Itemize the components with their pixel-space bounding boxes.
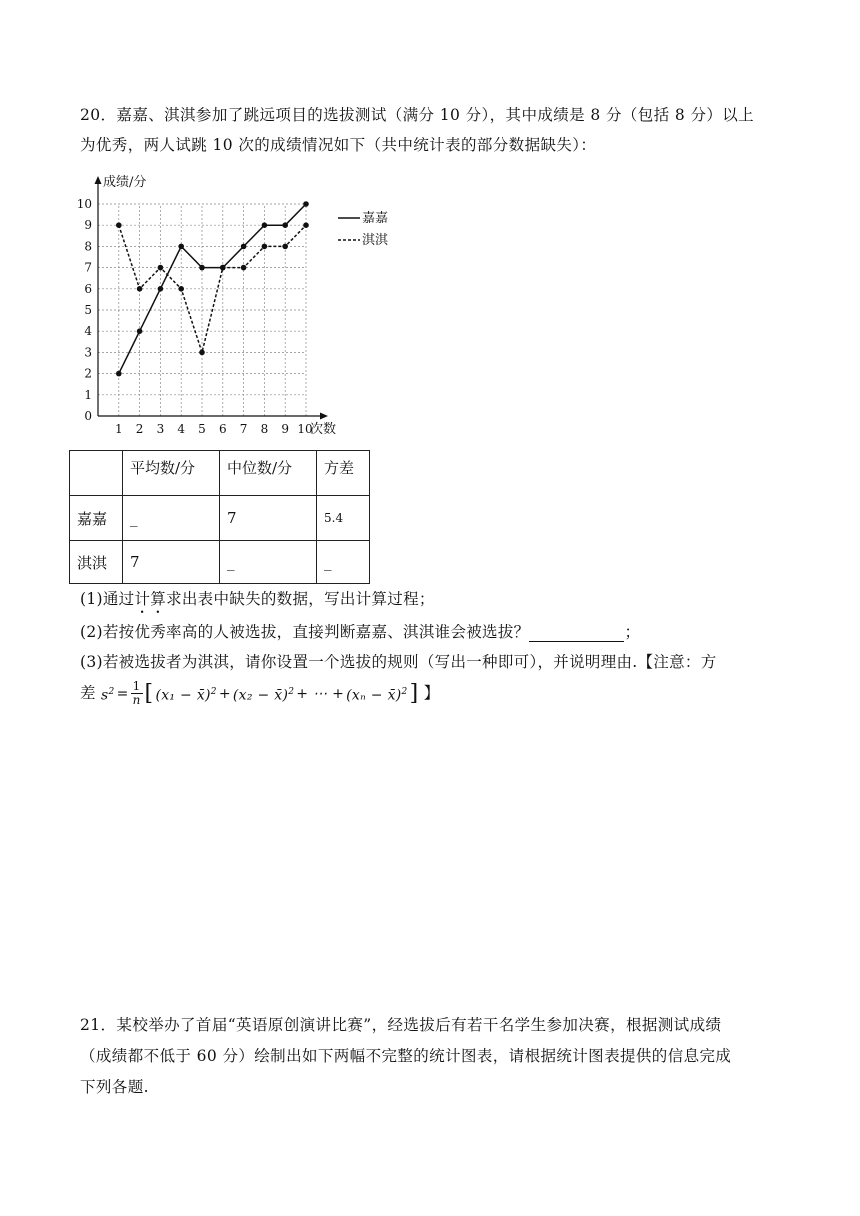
- x-tick-label: 10: [297, 422, 313, 436]
- x-tick-label: 8: [260, 422, 269, 436]
- data-point: [241, 265, 247, 271]
- data-point: [137, 328, 143, 334]
- y-tick-label: 4: [84, 324, 92, 339]
- x-axis-label: 次数: [310, 422, 337, 437]
- data-point: [262, 244, 268, 250]
- data-point: [116, 371, 122, 377]
- x-tick-label: 1: [114, 422, 123, 436]
- data-point: [116, 222, 122, 228]
- data-point: [178, 286, 184, 292]
- data-point: [262, 222, 268, 228]
- table-header-cell: [70, 451, 123, 496]
- data-point: [158, 286, 164, 292]
- table-header-row: [70, 451, 370, 496]
- y-tick-label: 2: [84, 366, 92, 381]
- legend-label: 淇淇: [362, 233, 389, 248]
- table-cell: _: [123, 496, 220, 541]
- y-tick-label: 5: [84, 303, 92, 317]
- y-tick-label: 9: [84, 218, 92, 233]
- table-header-cell: 平均数/分: [123, 451, 220, 496]
- chart-grid: [98, 204, 306, 416]
- data-point: [220, 265, 226, 271]
- q20-line-2: 为优秀，两人试跳 10 次的成绩情况如下（共中统计表的部分数据缺失）：: [80, 136, 597, 154]
- x-tick-label: 6: [218, 422, 227, 436]
- x-tick-label: 4: [177, 422, 186, 436]
- data-point: [158, 265, 164, 271]
- y-tick-label: 3: [84, 345, 92, 360]
- part-1: [80, 584, 785, 617]
- y-tick-label: 0: [84, 409, 92, 423]
- chart-legend: [338, 210, 388, 248]
- table-cell: 嘉嘉: [70, 496, 123, 541]
- x-tick-label: 7: [239, 422, 248, 436]
- data-point: [303, 222, 309, 228]
- table-cell: _: [220, 541, 317, 584]
- data-point: [137, 286, 143, 292]
- y-tick-label: 7: [84, 260, 92, 275]
- data-point: [282, 222, 288, 228]
- part-2-text: (2)若按优秀率高的人被选拔，直接判断嘉嘉、淇淇谁会被选拔？: [80, 623, 530, 641]
- chart-ticks: [77, 197, 313, 436]
- x-tick-label: 3: [156, 422, 165, 436]
- table-header-cell: 中位数/分: [220, 451, 317, 496]
- data-point: [241, 244, 247, 250]
- y-tick-label: 1: [84, 387, 92, 402]
- part-3-end: 】: [423, 683, 440, 702]
- formula-term-1: (x₁ − x̄)$^2$: [155, 687, 217, 704]
- x-tick-label: 9: [281, 422, 290, 436]
- question-20-parts: [80, 584, 785, 711]
- part-3: (3)若被选拔者为淇淇，请你设置一个选拔的规则（写出一种即可），并说明理由.【注意：方: [80, 653, 717, 671]
- statistics-table: [69, 450, 370, 584]
- part-2-end: ；: [624, 623, 641, 641]
- y-axis-label: 成绩/分: [103, 175, 147, 190]
- table-cell: 7: [220, 496, 317, 541]
- formula-lhs: $s^2$: [101, 687, 115, 704]
- part-1-emphasis: 计算: [134, 590, 167, 608]
- y-tick-label: 10: [76, 197, 92, 211]
- table-cell: 7: [123, 541, 220, 584]
- part-2: [80, 617, 785, 647]
- table-cell: 淇淇: [70, 541, 123, 584]
- variance-formula: $s^2$ = $\frac{1}{n}$ [ (x₁ − x̄)$^2$ + (x₂ − x̄)$^2$ + ⋯ + (xₙ − x̄)$^2$ ]: [101, 677, 418, 711]
- y-tick-label: 8: [84, 239, 92, 254]
- table-cell: 5.4: [317, 496, 370, 541]
- part-1-text-b: 求出表中缺失的数据，写出计算过程；: [166, 590, 435, 608]
- q21-line-2: （成绩都不低于 60 分）绘制出如下两幅不完整的统计图表，请根据统计图表提供的信息完成: [80, 1047, 732, 1065]
- q21-line-1: 21．某校举办了首届“英语原创演讲比赛”，经选拔后有若干名学生参加决赛，根据测试成绩: [80, 1016, 722, 1034]
- data-point: [178, 244, 184, 250]
- y-tick-label: 6: [84, 281, 92, 296]
- part-3-prefix: 差: [80, 683, 96, 702]
- part-3-formula-line: [80, 677, 785, 711]
- x-tick-label: 2: [135, 422, 144, 436]
- x-tick-label: 5: [198, 422, 206, 436]
- chart-axes: [95, 174, 337, 437]
- table-cell: _: [317, 541, 370, 584]
- legend-label: 嘉嘉: [362, 211, 389, 226]
- part-1-text-a: (1)通过: [80, 590, 135, 608]
- formula-fraction: $\frac{1}{n}$: [132, 679, 141, 708]
- formula-equals: =: [116, 685, 129, 702]
- formula-term-n: (xₙ − x̄)$^2$: [346, 687, 408, 704]
- x-axis-arrow: [320, 413, 328, 420]
- table-row: [70, 496, 370, 541]
- data-point: [303, 201, 309, 207]
- answer-blank[interactable]: [529, 625, 624, 642]
- data-point: [282, 244, 288, 250]
- question-21-stem: [80, 1010, 785, 1103]
- formula-ellipsis: + ⋯ +: [296, 685, 345, 702]
- question-20-stem: [80, 100, 785, 160]
- data-point: [199, 350, 205, 356]
- table-row: [70, 541, 370, 584]
- y-axis-arrow: [95, 176, 102, 184]
- data-point: [199, 265, 205, 271]
- q21-line-3: 下列各题.: [80, 1078, 149, 1096]
- table-header-cell: 方差: [317, 451, 370, 496]
- formula-term-2: (x₂ − x̄)$^2$: [232, 687, 295, 704]
- score-line-chart: [70, 168, 389, 440]
- q20-line-1: 20．嘉嘉、淇淇参加了跳远项目的选拔测试（满分 10 分），其中成绩是 8 分（包括 8 分）以上: [80, 106, 755, 124]
